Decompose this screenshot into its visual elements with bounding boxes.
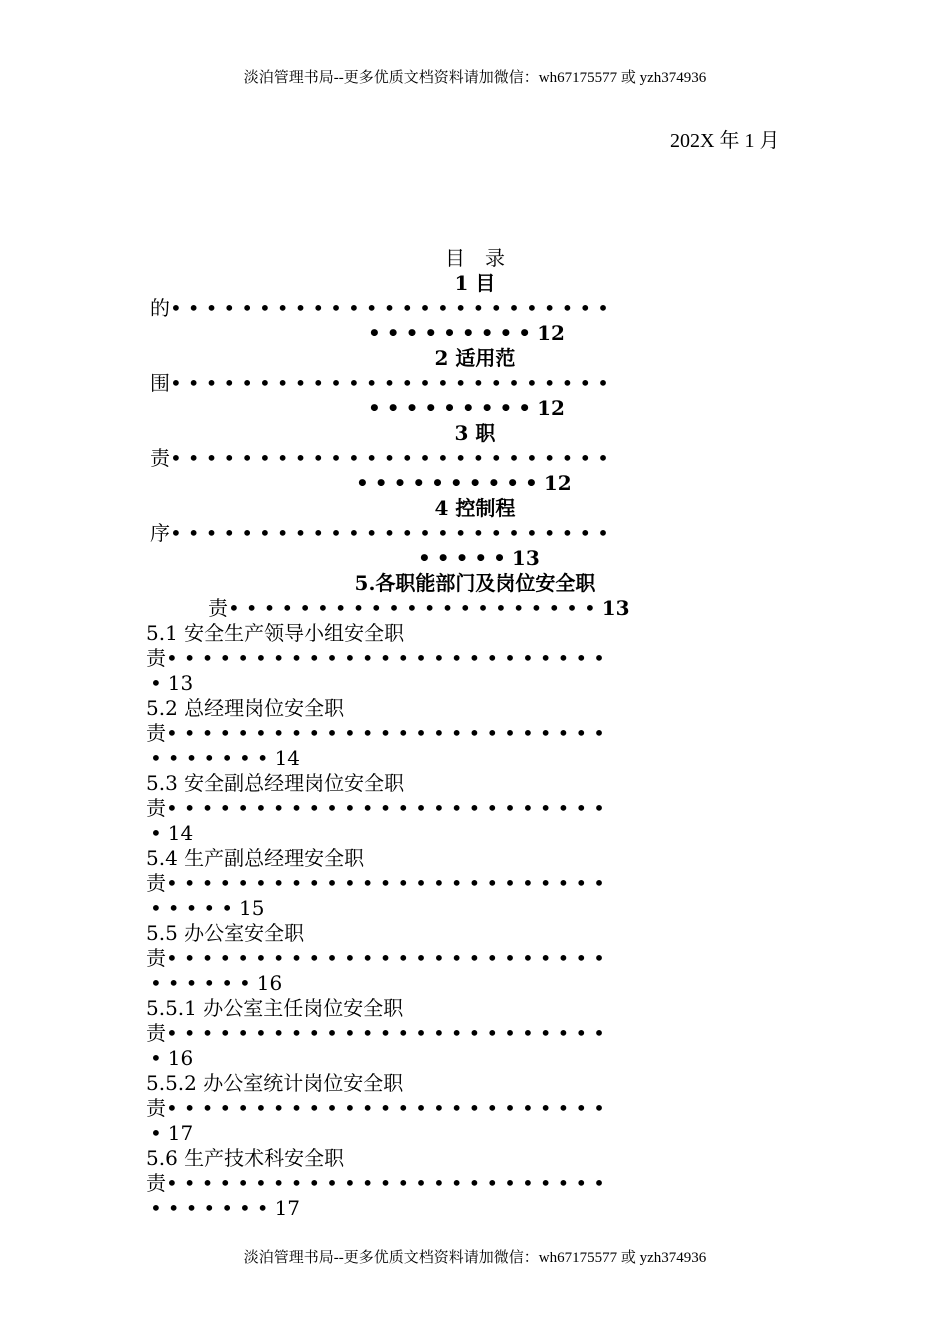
toc-entry-5-5-page: 16 bbox=[256, 971, 283, 995]
toc-entry-5-6-leader: 责••••••••••••••••••••••••• bbox=[146, 1171, 611, 1195]
toc-entry-5-5-2-title[interactable]: 5.5.2 办公室统计岗位安全职 bbox=[146, 1071, 404, 1095]
toc-entry-5-4-page-line: •••••15 bbox=[150, 896, 265, 920]
toc-entry-5-5-1-page: 16 bbox=[167, 1046, 194, 1070]
toc-title: 目 录 bbox=[445, 246, 505, 270]
toc-entry-3-page-line: ••••••••••12 bbox=[356, 471, 572, 495]
toc-entry-5-leader: 责•••••••••••••••••••••13 bbox=[208, 596, 630, 620]
toc-entry-5-4-leader: 责••••••••••••••••••••••••• bbox=[146, 871, 611, 895]
toc-entry-5-5-1-leader: 责••••••••••••••••••••••••• bbox=[146, 1021, 611, 1045]
toc-entry-5-5-page-line: ••••••16 bbox=[150, 971, 283, 995]
toc-entry-5-3-page: 14 bbox=[167, 821, 194, 845]
toc-entry-5-2-page-line: •••••••14 bbox=[150, 746, 301, 770]
toc-entry-5-5-leader: 责••••••••••••••••••••••••• bbox=[146, 946, 611, 970]
toc-entry-2-leader: 围••••••••••••••••••••••••• bbox=[150, 371, 615, 395]
toc-entry-5-page: 13 bbox=[601, 596, 630, 620]
toc-entry-5-6-page: 17 bbox=[274, 1196, 301, 1220]
toc-entry-1-page-line: •••••••••12 bbox=[368, 321, 565, 345]
toc-entry-2-page: 12 bbox=[537, 396, 565, 420]
toc-entry-5-5-title[interactable]: 5.5 办公室安全职 bbox=[146, 921, 305, 945]
toc-entry-5-5-2-leader: 责••••••••••••••••••••••••• bbox=[146, 1096, 611, 1120]
toc-entry-4-title[interactable]: 4 控制程 bbox=[434, 496, 516, 520]
page-header: 淡泊管理书局--更多优质文档资料请加微信：wh67175577 或 yzh374936 bbox=[243, 70, 707, 86]
toc-entry-5-1-page: 13 bbox=[167, 671, 194, 695]
toc-entry-3-title[interactable]: 3 职 bbox=[454, 421, 496, 445]
page-footer: 淡泊管理书局--更多优质文档资料请加微信：wh67175577 或 yzh374936 bbox=[243, 1250, 707, 1266]
toc-entry-5-5-2-page: 17 bbox=[167, 1121, 194, 1145]
toc-entry-2-title[interactable]: 2 适用范 bbox=[434, 346, 516, 370]
toc-entry-5-1-leader: 责••••••••••••••••••••••••• bbox=[146, 646, 611, 670]
toc-entry-3-page: 12 bbox=[543, 471, 572, 495]
toc-entry-5-2-page: 14 bbox=[274, 746, 301, 770]
toc-entry-1-leader: 的••••••••••••••••••••••••• bbox=[150, 296, 615, 320]
toc-entry-5-4-title[interactable]: 5.4 生产副总经理安全职 bbox=[146, 846, 365, 870]
toc-entry-5-title[interactable]: 5.各职能部门及岗位安全职 bbox=[354, 571, 596, 595]
toc-entry-5-2-leader: 责••••••••••••••••••••••••• bbox=[146, 721, 611, 745]
toc-entry-5-3-title[interactable]: 5.3 安全副总经理岗位安全职 bbox=[146, 771, 405, 795]
toc-entry-2-page-line: •••••••••12 bbox=[368, 396, 565, 420]
toc-entry-5-4-page: 15 bbox=[238, 896, 265, 920]
toc-entry-4-page-line: •••••13 bbox=[418, 546, 540, 570]
document-date: 202X 年 1 月 bbox=[670, 130, 780, 152]
toc-entry-5-3-leader: 责••••••••••••••••••••••••• bbox=[146, 796, 611, 820]
toc-entry-5-5-1-page-line: •16 bbox=[150, 1046, 194, 1070]
toc-entry-5-6-page-line: •••••••17 bbox=[150, 1196, 301, 1220]
toc-entry-5-1-page-line: •13 bbox=[150, 671, 194, 695]
toc-entry-5-5-2-page-line: •17 bbox=[150, 1121, 194, 1145]
toc-entry-1-title[interactable]: 1 目 bbox=[454, 271, 496, 295]
toc-entry-5-3-page-line: •14 bbox=[150, 821, 194, 845]
toc-entry-5-1-title[interactable]: 5.1 安全生产领导小组安全职 bbox=[146, 621, 405, 645]
toc-entry-3-leader: 责••••••••••••••••••••••••• bbox=[150, 446, 615, 470]
toc-entry-1-page: 12 bbox=[537, 321, 565, 345]
toc-entry-5-5-1-title[interactable]: 5.5.1 办公室主任岗位安全职 bbox=[146, 996, 404, 1020]
toc-entry-5-2-title[interactable]: 5.2 总经理岗位安全职 bbox=[146, 696, 345, 720]
toc-entry-4-page: 13 bbox=[511, 546, 540, 570]
toc-entry-5-6-title[interactable]: 5.6 生产技术科安全职 bbox=[146, 1146, 345, 1170]
toc-entry-4-leader: 序••••••••••••••••••••••••• bbox=[150, 521, 615, 545]
